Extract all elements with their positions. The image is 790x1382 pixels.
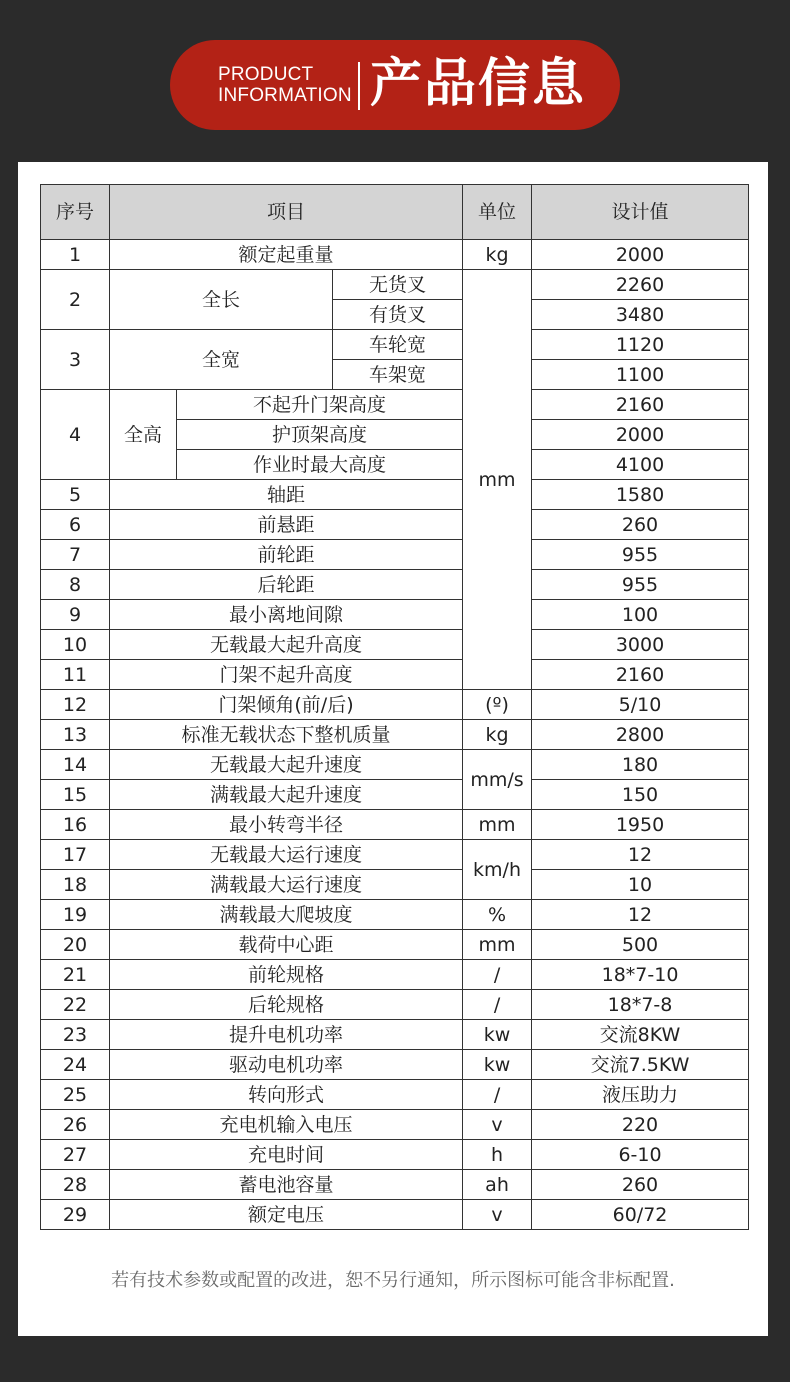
row-unit: % [463, 900, 532, 930]
row-item: 充电时间 [110, 1140, 463, 1170]
row-value: 150 [532, 780, 749, 810]
row-item: 额定起重量 [110, 240, 463, 270]
banner-divider [358, 62, 360, 110]
row-no: 7 [41, 540, 110, 570]
row-item: 前轮距 [110, 540, 463, 570]
row-no: 20 [41, 930, 110, 960]
row-no: 28 [41, 1170, 110, 1200]
row-unit: kg [463, 720, 532, 750]
table-row [41, 510, 749, 540]
header-value: 设计值 [532, 185, 749, 240]
row-unit: mm/s [463, 750, 532, 810]
row-unit: (º) [463, 690, 532, 720]
row-value: 955 [532, 540, 749, 570]
table-row [41, 870, 749, 900]
row-unit: kg [463, 240, 532, 270]
table-row [41, 780, 749, 810]
table-row [41, 960, 749, 990]
row-sub-item: 护顶架高度 [177, 420, 463, 450]
banner-en-line1: PRODUCT [218, 64, 314, 85]
row-sub-item: 有货叉 [333, 300, 463, 330]
table-row [41, 750, 749, 780]
row-unit: / [463, 990, 532, 1020]
row-unit: v [463, 1200, 532, 1230]
row-item: 门架倾角(前/后) [110, 690, 463, 720]
header-item: 项目 [110, 185, 463, 240]
row-value: 100 [532, 600, 749, 630]
table-row [41, 390, 749, 420]
row-unit: h [463, 1140, 532, 1170]
row-no: 25 [41, 1080, 110, 1110]
row-item: 最小转弯半径 [110, 810, 463, 840]
row-item: 门架不起升高度 [110, 660, 463, 690]
row-no: 27 [41, 1140, 110, 1170]
row-value: 12 [532, 840, 749, 870]
spec-table [40, 184, 749, 1230]
row-item: 无载最大起升速度 [110, 750, 463, 780]
header-no: 序号 [41, 185, 110, 240]
row-item: 驱动电机功率 [110, 1050, 463, 1080]
table-row [41, 1020, 749, 1050]
table-row [41, 930, 749, 960]
row-unit: kw [463, 1050, 532, 1080]
row-sub-item: 作业时最大高度 [177, 450, 463, 480]
unit-mm-merged: mm [463, 270, 532, 690]
row-no: 3 [41, 330, 110, 390]
table-row [41, 1170, 749, 1200]
row-value: 2000 [532, 420, 749, 450]
row-no: 23 [41, 1020, 110, 1050]
row-item: 额定电压 [110, 1200, 463, 1230]
table-row [41, 1050, 749, 1080]
table-row [41, 240, 749, 270]
row-unit: / [463, 960, 532, 990]
row-value: 1120 [532, 330, 749, 360]
table-row [41, 990, 749, 1020]
table-row [41, 720, 749, 750]
row-group: 全长 [110, 270, 333, 330]
row-no: 6 [41, 510, 110, 540]
row-item: 后轮规格 [110, 990, 463, 1020]
row-value: 1580 [532, 480, 749, 510]
row-value: 60/72 [532, 1200, 749, 1230]
table-row [41, 690, 749, 720]
row-item: 蓄电池容量 [110, 1170, 463, 1200]
row-unit: ah [463, 1170, 532, 1200]
footnote: 若有技术参数或配置的改进，恕不另行通知，所示图标可能含非标配置. [111, 1270, 675, 1291]
banner-english-title [218, 64, 352, 106]
row-value: 18*7-8 [532, 990, 749, 1020]
table-row [41, 1140, 749, 1170]
row-item: 载荷中心距 [110, 930, 463, 960]
table-row [41, 1200, 749, 1230]
row-no: 5 [41, 480, 110, 510]
row-no: 18 [41, 870, 110, 900]
row-sub-item: 车架宽 [333, 360, 463, 390]
row-item: 无载最大运行速度 [110, 840, 463, 870]
row-sub-item: 无货叉 [333, 270, 463, 300]
row-value: 2160 [532, 660, 749, 690]
row-no: 11 [41, 660, 110, 690]
row-value: 2800 [532, 720, 749, 750]
row-sub-item: 不起升门架高度 [177, 390, 463, 420]
row-unit: v [463, 1110, 532, 1140]
row-item: 充电机输入电压 [110, 1110, 463, 1140]
row-value: 3480 [532, 300, 749, 330]
row-no: 13 [41, 720, 110, 750]
row-item: 标准无载状态下整机质量 [110, 720, 463, 750]
table-row [41, 1110, 749, 1140]
row-item: 后轮距 [110, 570, 463, 600]
table-row [41, 540, 749, 570]
row-no: 26 [41, 1110, 110, 1140]
row-item: 转向形式 [110, 1080, 463, 1110]
title-banner [170, 40, 620, 130]
row-value: 955 [532, 570, 749, 600]
row-item: 提升电机功率 [110, 1020, 463, 1050]
row-item: 满载最大运行速度 [110, 870, 463, 900]
row-value: 1950 [532, 810, 749, 840]
row-no: 2 [41, 270, 110, 330]
spec-panel [18, 162, 768, 1336]
row-no: 24 [41, 1050, 110, 1080]
table-row [41, 1080, 749, 1110]
table-row [41, 600, 749, 630]
row-no: 14 [41, 750, 110, 780]
row-value: 交流7.5KW [532, 1050, 749, 1080]
row-no: 9 [41, 600, 110, 630]
row-item: 无载最大起升高度 [110, 630, 463, 660]
row-value: 交流8KW [532, 1020, 749, 1050]
table-row [41, 270, 749, 300]
row-unit: km/h [463, 840, 532, 900]
row-item: 满载最大起升速度 [110, 780, 463, 810]
table-row [41, 900, 749, 930]
row-unit: / [463, 1080, 532, 1110]
table-header-row [41, 185, 749, 240]
row-no: 15 [41, 780, 110, 810]
table-row [41, 630, 749, 660]
row-unit: mm [463, 930, 532, 960]
row-group: 全高 [110, 390, 177, 480]
row-item: 最小离地间隙 [110, 600, 463, 630]
row-value: 3000 [532, 630, 749, 660]
table-row [41, 480, 749, 510]
row-value: 4100 [532, 450, 749, 480]
row-value: 220 [532, 1110, 749, 1140]
row-no: 4 [41, 390, 110, 480]
banner-chinese-title: 产品信息 [370, 54, 587, 114]
row-value: 5/10 [532, 690, 749, 720]
table-row [41, 660, 749, 690]
row-value: 180 [532, 750, 749, 780]
row-no: 29 [41, 1200, 110, 1230]
row-no: 22 [41, 990, 110, 1020]
row-value: 2260 [532, 270, 749, 300]
table-row [41, 840, 749, 870]
row-value: 12 [532, 900, 749, 930]
row-item: 前轮规格 [110, 960, 463, 990]
table-row [41, 330, 749, 360]
row-no: 12 [41, 690, 110, 720]
row-no: 10 [41, 630, 110, 660]
row-no: 8 [41, 570, 110, 600]
row-no: 21 [41, 960, 110, 990]
row-item: 满载最大爬坡度 [110, 900, 463, 930]
row-value: 1100 [532, 360, 749, 390]
row-value: 10 [532, 870, 749, 900]
row-item: 前悬距 [110, 510, 463, 540]
row-value: 260 [532, 510, 749, 540]
row-value: 2000 [532, 240, 749, 270]
row-no: 19 [41, 900, 110, 930]
row-value: 2160 [532, 390, 749, 420]
table-row [41, 570, 749, 600]
row-no: 16 [41, 810, 110, 840]
row-sub-item: 车轮宽 [333, 330, 463, 360]
row-value: 液压助力 [532, 1080, 749, 1110]
row-no: 17 [41, 840, 110, 870]
row-group: 全宽 [110, 330, 333, 390]
table-row [41, 810, 749, 840]
row-item: 轴距 [110, 480, 463, 510]
row-value: 6-10 [532, 1140, 749, 1170]
row-no: 1 [41, 240, 110, 270]
row-unit: kw [463, 1020, 532, 1050]
row-unit: mm [463, 810, 532, 840]
banner-en-line2: INFORMATION [218, 85, 352, 106]
row-value: 18*7-10 [532, 960, 749, 990]
row-value: 500 [532, 930, 749, 960]
row-value: 260 [532, 1170, 749, 1200]
header-unit: 单位 [463, 185, 532, 240]
